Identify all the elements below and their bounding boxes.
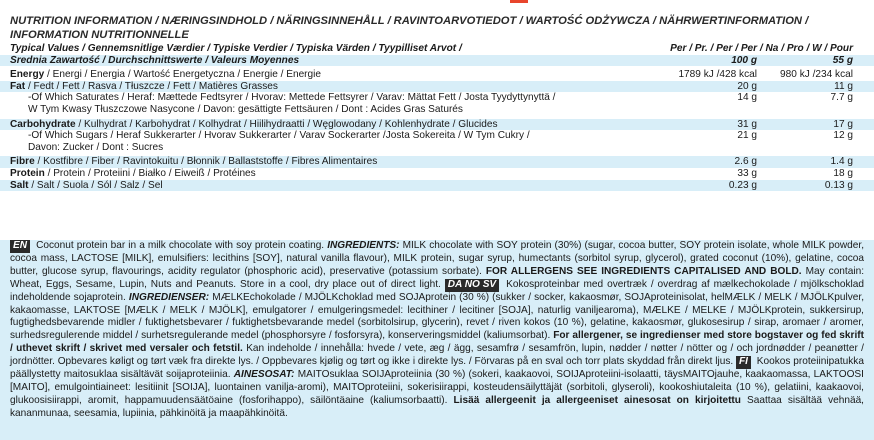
carbohydrate-row [0, 119, 874, 131]
protein-label: Protein / Protein / Proteiini / Białko / Eiweiß / Protéines [10, 167, 256, 179]
protein-row [0, 168, 874, 180]
energy-55g: 980 kJ /234 kcal [780, 69, 853, 81]
salt-label: Salt / Salt / Suola / Sól / Salz / Sel [10, 179, 163, 191]
carbohydrate-100g: 31 g [737, 118, 757, 130]
nutrition-title: NUTRITION INFORMATION / NÆRINGSINDHOLD / NÄRINGSINNEHÅLL / RAVINTOARVOTIEDOT / WARTOŚĆ ODŻYWCZA / NÄHRWERTINFORMATION / INFORMATION NUTRITIONNELLE [10, 15, 809, 41]
fi-ingredients-text: MAITOsuklaa SOIJAproteiinia (30 %) (sokeri, kaakaovoi, SOIJAproteiini-isolaatti, täysMAITOjauhe, kaakaomassa, LAKTOOSI [MAITO], emulgointiaineet: lesitiinit [SOIJA], luontainen vanilja-aromi), MAITOproteiini, sokerisiirappi, kosteudensäilyttäjät (sorbitoli, glyseroli), kookoshiutaleita (10 %), gelatiini, kaakaovoi, glukoosisiirappi, aromit, happamuudensäätöaine (fosforihappo), säilöntäaine (kaliumsorbaatti). [10, 369, 864, 406]
sugars-100g: 21 g [737, 130, 757, 142]
sugars-row-cont [0, 142, 874, 154]
fi-ingredients-header: AINESOSAT: [233, 369, 295, 381]
header-100g: 100 g [731, 54, 757, 66]
sugars-label-cont: Davon: Zucker / Dont : Sucres [28, 141, 164, 153]
fibre-label: Fibre / Kostfibre / Fiber / Ravintokuitu / Błonnik / Ballaststoffe / Fibres Alimentaires [10, 156, 378, 168]
da-intro: Kokosproteinbar med overtræk / overdrag af mælkechokolade / mjölkschoklad indeholdende sojaprotein. [10, 278, 864, 303]
lang-tag-fi: FI [736, 356, 751, 369]
saturates-label-cont: W Tym Kwasy Tłuszczowe Nasycone / Davon: gesättigte Fettsäuren / Dont : Acides Gras Saturés [28, 103, 463, 115]
en-may-contain: May contain: Wheat, Eggs, Sesame, Lupin, Nuts and Peanuts. Store in a cool, dry place out of direct light. [10, 265, 865, 290]
fat-55g: 11 g [834, 80, 853, 92]
saturates-row-cont [0, 104, 874, 116]
fi-may-contain: Saattaa sisältää vehnää, kananmunaa, seesamia, lupiinia, pähkinöitä ja maapähkinöitä. [10, 394, 864, 419]
sugars-55g: 12 g [833, 130, 853, 142]
energy-row [0, 69, 874, 81]
en-allergen-note: FOR ALLERGENS SEE INGREDIENTS CAPITALISED AND BOLD. [485, 265, 802, 277]
en-intro: Coconut protein bar in a milk chocolate with soy protein coating. [36, 240, 325, 251]
lang-tag-en: EN [10, 240, 30, 253]
fat-100g: 20 g [737, 80, 757, 92]
accent-bar [510, 0, 528, 3]
da-ingredients-text: MÆLKEchokolade / MJÖLKchoklad med SOJAprotein (30 %) (sukker / socker, kakaosmør, SOJAproteinisolat, helMÆLK / MELK / MJÖLKpulver, kakaomasse, LAKTOSE [MÆLK / MELK / MJÖLK], emulgatorer / emulgeringsmedel: lecithiner / lecitiner [SOJA], naturlig vaniljearoma), MÆLKE / MELKE / MJÖLKprotein, sukkersirup, fugtighedsbevarende midler / fuktighetsbevarer / fuktighetsbevarande medel (sorbitolsirup, glycerin), revet / riven kokos (10 %), gelatine, kakaosmør, glukosesirup / sirap, aromaer / aromer, surhedsregulerende middel / surhetsregulerande medel (phosphorsyre / fosforsyra), konserveringsmiddel (kaliumsorbat). [10, 291, 865, 342]
sugars-row [0, 130, 874, 142]
sugars-label: -Of Which Sugars / Heraf Sukkerarter / Hvorav Sukkerarter / Varav Sockerarter /Josta Sokereita / W Tym Cukry / [28, 130, 530, 142]
da-may-contain: Kan indeholde / innehålla: hvede / vete, æg / ägg, sesamfrø / sesamfrön, lupin, nødder / nøtter / nötter og / och jordnødder / peanøtter / jordnötter. Opbevares køligt og tørt væk fra direkte lys. / Oppbevares kjølig og tørt og ikke i direkte lys. / Förvaras på en sval och torr plats skyddad från direkt ljus. [10, 343, 864, 368]
header-per: Per / Pr. / Per / Per / Na / Pro / W / Pour [670, 43, 853, 54]
saturates-100g: 14 g [737, 92, 757, 104]
header-row-1 [0, 43, 874, 55]
saturates-label: -Of Which Saturates / Heraf: Mættede Fedtsyrer / Hvorav: Mettede Fettsyrer / Varav: Mättat Fett / Josta Tyydyttynyttä / [28, 92, 556, 104]
da-ingredients-header: INGREDIENSER: [128, 291, 210, 303]
en-ingredients-text: MILK chocolate with SOY protein (30%) (sugar, cocoa butter, SOY protein isolate, whole MILK powder, cocoa mass, LACTOSE [MILK], emulsifiers: lecithins [SOY], natural vanilla flavour), MILK protein, sugar syrup, humectants (sorbitol syrup, glycerol), grated coconut (10%), gelatine, cocoa butter, glucose syrup, flavourings, acidity regulator (phosphoric acid), preservative (potassium sorbate). [10, 240, 865, 277]
carbohydrate-55g: 17 g [833, 118, 853, 130]
header-label: Typical Values / Gennemsnitlige Værdier / Typiske Verdier / Typiska Värden / Tyypilliset Arvot / [10, 43, 462, 54]
fibre-55g: 1.4 g [830, 156, 853, 168]
fibre-row [0, 156, 874, 168]
energy-100g: 1789 kJ /428 kcal [678, 69, 757, 81]
fibre-100g: 2.6 g [734, 156, 757, 168]
fat-label: Fat / Fedt / Fett / Rasva / Tłuszcze / Fett / Matières Grasses [10, 80, 278, 92]
protein-100g: 33 g [737, 167, 757, 179]
ingredients-block [0, 240, 874, 440]
header-label-2: Średnia Zawartość / Durchschnittswerte / Valeurs Moyennes [10, 54, 300, 66]
en-ingredients-header: INGREDIENTS: [327, 240, 400, 251]
salt-55g: 0.13 g [824, 179, 853, 191]
saturates-55g: 7.7 g [830, 92, 853, 104]
fat-row [0, 81, 874, 93]
header-row-2 [0, 55, 874, 67]
salt-row [0, 180, 874, 192]
protein-55g: 18 g [833, 167, 853, 179]
energy-label: Energy / Energi / Energia / Wartość Energetyczna / Energie / Énergie [10, 69, 322, 81]
da-allergen-note: For allergener, se ingredienser med store bogstaver og fed skrift / uthevet skrift / skrivet med versaler och fetstil. [10, 330, 864, 355]
fi-intro: Kookos proteiinipatukka päällystetty maitosuklaa sisältävät soijaproteiinia. [10, 356, 864, 381]
carbohydrate-label: Carbohydrate / Kulhydrat / Karbohydrat / Kolhydrat / Hiilihydraatti / Węglowodany / Kohlenhydrate / Glucides [10, 118, 498, 130]
lang-tag-da-no-sv: DA NO SV [445, 279, 499, 292]
saturates-row [0, 92, 874, 104]
header-55g: 55 g [832, 54, 853, 66]
nutrition-table [0, 43, 874, 191]
fi-allergen-note: Lisää allergeenit ja allergeeniset ainesosat on kirjoitettu [453, 394, 741, 406]
salt-100g: 0.23 g [728, 179, 757, 191]
